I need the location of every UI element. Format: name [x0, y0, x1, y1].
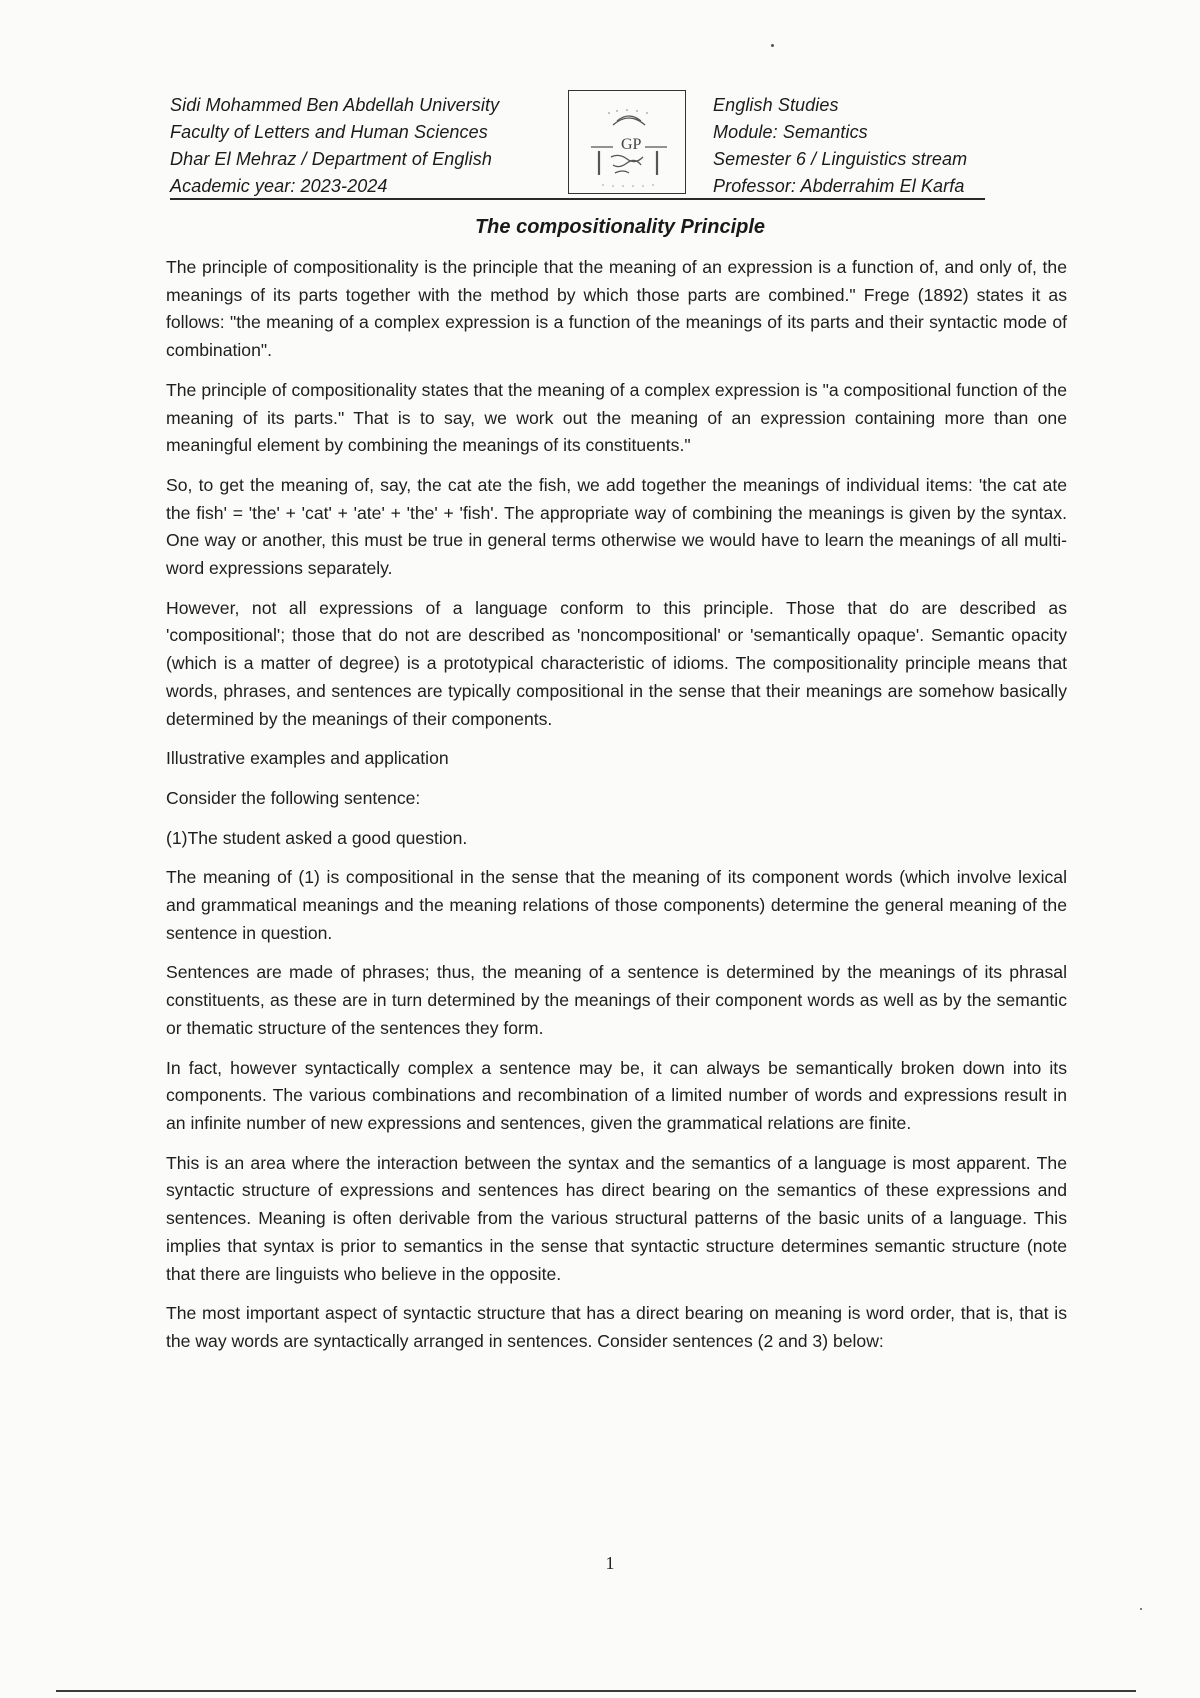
scan-edge-line — [56, 1690, 1136, 1692]
paragraph: The most important aspect of syntactic structure that has a direct bearing on meaning is word order, that is, that is the way words are syntactically arranged in sentences. Consider sentences (2 and 3) below: — [166, 1303, 1067, 1351]
academic-year: Academic year: 2023-2024 — [170, 176, 388, 196]
document-title: The compositionality Principle — [474, 216, 766, 238]
scan-speck — [771, 44, 774, 47]
page-number: 1 — [605, 1553, 615, 1573]
paragraph: The principle of compositionality is the principle that the meaning of an expression is a function of, and only of, the meanings of its parts together with the method by which those parts are combined." Frege (1892) states it as follows: "the meaning of a complex expression is a function of the meanings of its parts and their syntactic mode of combination". — [166, 257, 1067, 361]
university-emblem-icon — [568, 90, 686, 194]
paragraph: So, to get the meaning of, say, the cat ate the fish, we add together the meanings of individual items: 'the cat ate the fish' = 'the' + 'cat' + 'ate' + 'the' + 'fish'. The appropriate way of combining the meanings is given by the syntax. One way or another, this must be true in general terms otherwise we would have to learn the meanings of all multi-word expressions separately. — [166, 474, 1067, 579]
scan-speck — [1140, 1608, 1142, 1610]
department-name: Dhar El Mehraz / Department of English — [170, 149, 492, 169]
professor-name: Professor: Abderrahim El Karfa — [713, 176, 965, 196]
paragraph: Sentences are made of phrases; thus, the meaning of a sentence is determined by the meanings of its phrasal constituents, as these are in turn determined by the meanings of their component words as well as by the semantic or thematic structure of the sentences they form. — [166, 962, 1067, 1038]
faculty-name: Faculty of Letters and Human Sciences — [170, 122, 488, 142]
program-name: English Studies — [713, 95, 839, 115]
paragraph: In fact, however syntactically complex a sentence may be, it can always be semantically broken down into its components. The various combinations and recombination of a limited number of words and expressions result in an infinite number of new expressions and sentences, given the grammatical relations are finite. — [166, 1057, 1067, 1133]
example-sentence: (1)The student asked a good question. — [166, 827, 468, 848]
document-header — [170, 88, 985, 198]
university-name: Sidi Mohammed Ben Abdellah University — [170, 95, 500, 115]
section-subheading: Illustrative examples and application — [166, 748, 449, 769]
paragraph: The principle of compositionality states that the meaning of a complex expression is "a compositional function of the meaning of its parts." That is to say, we work out the meaning of an expression containing more than one meaningful element by combining the meanings of its constituents." — [166, 379, 1067, 456]
module-name: Module: Semantics — [713, 122, 868, 142]
intro-line: Consider the following sentence: — [166, 787, 421, 808]
paragraph: The meaning of (1) is compositional in the sense that the meaning of its component words (which involve lexical and grammatical meanings and the meaning relations of those components) determine the general meaning of the sentence in question. — [166, 867, 1067, 943]
paragraph: However, not all expressions of a language conform to this principle. Those that do are described as 'compositional'; those that do not are described as 'noncompositional' or 'semantically opaque'. Semantic opacity (which is a matter of degree) is a prototypical characteristic of idioms. The compositionality principle means that words, phrases, and sentences are typically compositional in the sense that their meanings are somehow basically determined by the meanings of their components. — [166, 597, 1067, 729]
document-body — [166, 254, 1067, 1368]
semester-info: Semester 6 / Linguistics stream — [713, 149, 968, 169]
header-divider — [170, 198, 985, 200]
institution-info — [170, 92, 565, 200]
course-info — [713, 92, 1003, 200]
paragraph: This is an area where the interaction between the syntax and the semantics of a language is most apparent. The syntactic structure of expressions and sentences has direct bearing on the semantics of these expressions and sentences. Meaning is often derivable from the various structural patterns of the basic units of a language. This implies that syntax is prior to semantics in the sense that syntactic structure determines semantic structure (note that there are linguists who believe in the opposite. — [166, 1152, 1067, 1284]
svg-text:GP: GP — [621, 136, 642, 153]
